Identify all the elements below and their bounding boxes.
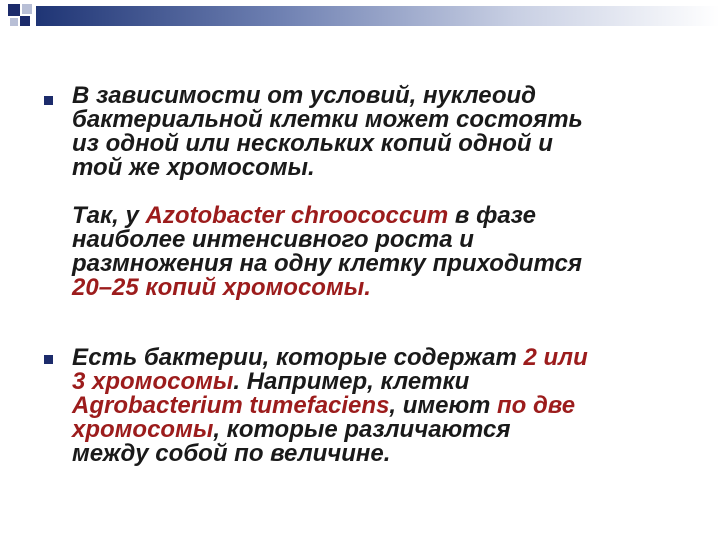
p1-line-2: бактериальной клетки может состоять — [72, 106, 583, 133]
p2-text-b: . Например, клетки — [233, 368, 470, 395]
p1b-line-1 — [72, 204, 692, 228]
bullet-square-icon — [44, 355, 53, 364]
p2-text-d: , которые различаются — [213, 416, 511, 443]
p1b-line-4: 20–25 копий хромосомы. — [72, 274, 371, 301]
p2-text-a: Есть бактерии, которые содержат — [72, 344, 524, 371]
paragraph-1b — [72, 204, 692, 300]
p2-text-c: , имеют — [389, 392, 497, 419]
decor-square-1 — [8, 4, 20, 16]
p1b-text-a: Так, у — [72, 202, 146, 229]
decor-square-3 — [10, 18, 18, 26]
p2-line-2 — [72, 370, 692, 394]
p1b-line-2: наиболее интенсивного роста и — [72, 226, 474, 253]
p2-line-3 — [72, 394, 692, 418]
p2-two: по две — [496, 392, 576, 419]
p1-line-1: В зависимости от условий, нуклеоид — [72, 82, 536, 109]
title-gradient-bar — [36, 6, 720, 26]
p2-chrom: 3 хромосомы — [72, 368, 234, 395]
p2-chrom-2: хромосомы — [72, 416, 214, 443]
p1b-line-3: размножения на одну клетку приходится — [72, 250, 582, 277]
p1b-text-c: в фазе — [448, 202, 536, 229]
p2-line-5: между собой по величине. — [72, 440, 391, 467]
p1b-species-name: Azotobacter chroococcum — [145, 202, 449, 229]
p2-line-4 — [72, 418, 692, 442]
p2-count: 2 или — [523, 344, 588, 371]
paragraph-2 — [72, 346, 692, 466]
p2-species-name: Agrobacterium tumefaciens — [72, 392, 390, 419]
decor-square-4 — [20, 16, 30, 26]
bullet-square-icon — [44, 96, 53, 105]
p2-line-1 — [72, 346, 692, 370]
paragraph-1 — [72, 84, 692, 180]
p1-line-4: той же хромосомы. — [72, 154, 315, 181]
p1-line-3: из одной или нескольких копий одной и — [72, 130, 553, 157]
decor-square-2 — [22, 4, 32, 14]
